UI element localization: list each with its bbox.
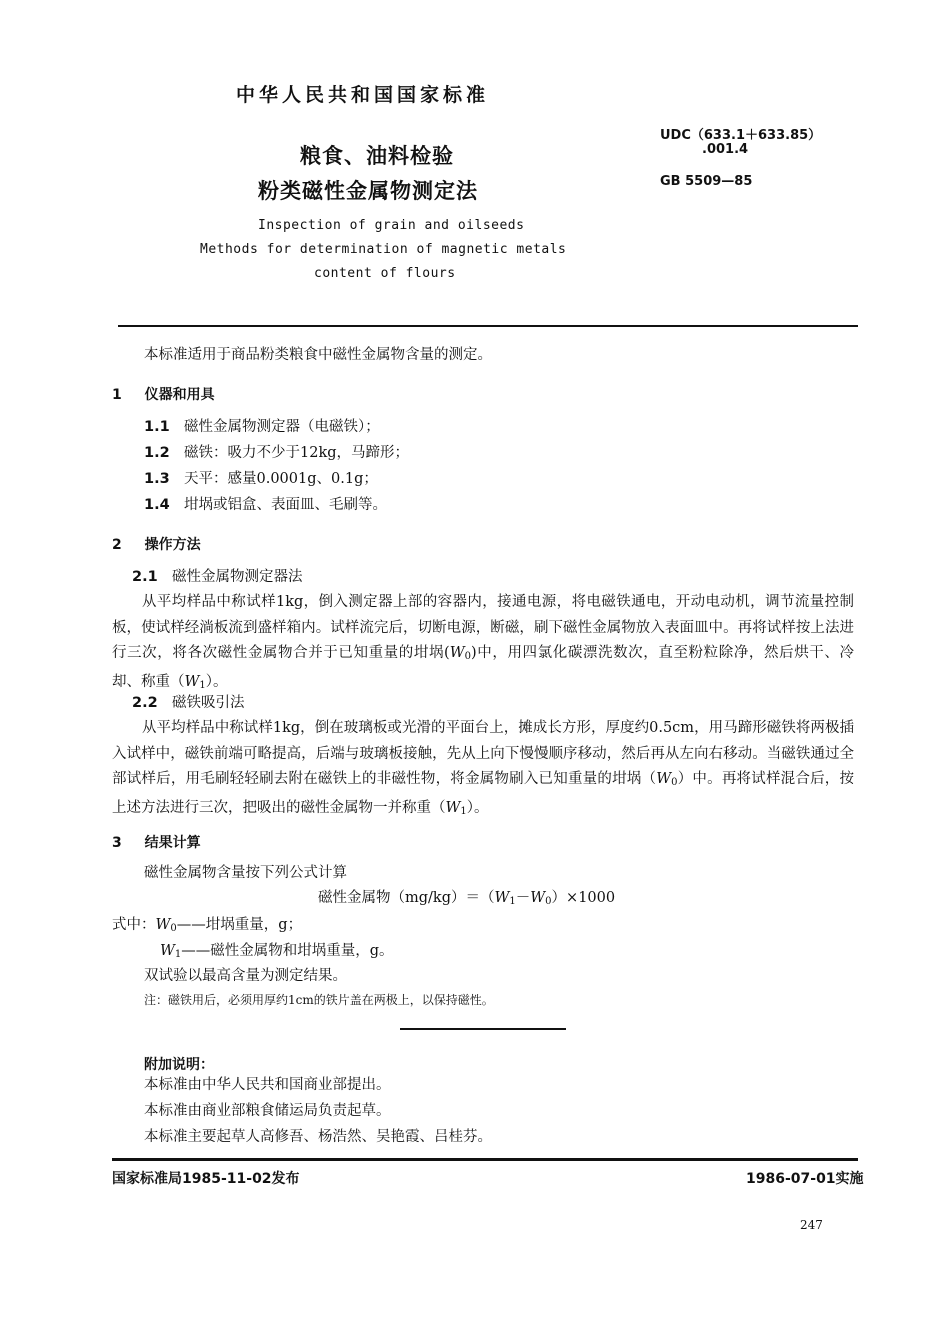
- formula-right: ）×1000: [551, 890, 616, 906]
- section-2-number: 2: [112, 537, 122, 553]
- section-2-heading: [112, 534, 201, 554]
- para-text: ）中。再将试样混合后，按上述方法进行三次，把吸出的磁性金属物一并称重（: [112, 771, 855, 816]
- section-1-heading: [112, 384, 215, 404]
- paragraph-2-2: [112, 716, 854, 824]
- udc-code: UDC（633.1＋633.85）: [660, 128, 822, 143]
- appendix-line: 本标准由中华人民共和国商业部提出。: [144, 1077, 391, 1093]
- section-1-title: 仪器和用具: [144, 387, 215, 403]
- item-text: 天平：感量0.0001g、0.1g；: [184, 471, 378, 487]
- header-rule: [118, 325, 858, 327]
- w1-symbol: W: [160, 943, 175, 959]
- section-divider: [400, 1028, 566, 1030]
- subsection-number: 2.1: [132, 569, 158, 585]
- w1-subscript: 1: [460, 805, 467, 817]
- formula-minus: －: [515, 890, 531, 906]
- gb-number: GB 5509—85: [660, 174, 753, 189]
- w0-symbol: W: [656, 771, 672, 787]
- formula: [318, 885, 615, 915]
- list-item: [144, 414, 380, 440]
- english-title-3: content of flours: [314, 266, 456, 281]
- para-text: 从平均样品中称试样1kg，倒在玻璃板或光滑的平面台上，摊成长方形，厚度约0.5cm，用马蹄形磁铁将两极插入试样中，磁铁前端可略提高，后端与玻璃板接触，先从上向下慢慢顺序移动，然后再从左向右移动。当磁铁通过全部试样后，用毛刷轻轻刷去附在磁铁上的非磁性物，将金属物刷入已知重量的坩埚（: [112, 720, 854, 787]
- english-title-2: Methods for determination of magnetic metals: [200, 242, 567, 257]
- para-text: ）。: [205, 673, 228, 690]
- where-label: 式中：: [112, 917, 156, 933]
- item-number: 1.3: [144, 471, 170, 487]
- result-statement: 双试验以最高含量为测定结果。: [144, 968, 347, 984]
- w0-symbol: W: [155, 917, 171, 933]
- subsection-2-1-heading: [132, 564, 303, 590]
- section-2-title: 操作方法: [144, 537, 201, 553]
- list-item: [144, 492, 387, 518]
- effective-date: 1986-07-01实施: [746, 1171, 864, 1187]
- paragraph-2-1: [112, 590, 854, 698]
- list-item: [144, 440, 409, 466]
- appendix-line: 本标准主要起草人高修吾、杨浩然、吴艳霞、吕桂芬。: [144, 1129, 492, 1145]
- w0-subscript: 0: [170, 923, 177, 934]
- appendix-line: 本标准由商业部粮食储运局负责起草。: [144, 1103, 391, 1119]
- formula-w0: W: [530, 890, 546, 906]
- page-number: 247: [800, 1218, 823, 1232]
- item-number: 1.2: [144, 445, 170, 461]
- section-3-title: 结果计算: [144, 835, 201, 851]
- english-title-1: Inspection of grain and oilseeds: [258, 218, 525, 233]
- item-number: 1.1: [144, 419, 170, 435]
- note: 注：磁铁用后，必须用厚约1cm的铁片盖在两极上，以保持磁性。: [144, 993, 494, 1007]
- item-number: 1.4: [144, 497, 170, 513]
- intro-text: 本标准适用于商品粉类粮食中磁性金属物含量的测定。: [144, 347, 492, 363]
- appendix-title: 附加说明：: [144, 1057, 214, 1073]
- w1-symbol: W: [184, 673, 200, 690]
- w0-description: ——坩埚重量，g；: [176, 917, 303, 933]
- w0-symbol: W: [449, 645, 465, 661]
- para-text: 从平均样品中称试样1kg，倒入测定器上部的容器内，接通电源，将电磁铁通电，开动电动机，调节流量控制板，使试样经淌板流到盛样箱内。试样流完后，切断电源，断磁，刷下磁性金属物放入表面皿中。再将试样按上法进行三次，将各次磁性金属物合并于已知重量的坩埚(: [112, 594, 854, 661]
- para-text: ）。: [466, 799, 489, 816]
- w1-subscript: 1: [199, 679, 206, 691]
- title-line-1: 粮食、油料检验: [300, 144, 454, 168]
- section-1-number: 1: [112, 387, 122, 403]
- formula-w1: W: [494, 890, 510, 906]
- list-item: [144, 466, 378, 492]
- section-3-heading: [112, 832, 201, 852]
- w0-subscript: 0: [464, 651, 471, 662]
- subsection-title: 磁性金属物测定器法: [172, 569, 303, 585]
- w1-symbol: W: [445, 799, 461, 816]
- w0-subscript: 0: [671, 777, 678, 788]
- w1-description: ——磁性金属物和坩埚重量，g。: [181, 943, 394, 959]
- w1-subscript: 1: [174, 949, 182, 960]
- para-text: )中，用四氯化碳漂洗数次，直至粉粒除净，然后烘干、冷却、称重（: [112, 645, 854, 690]
- item-text: 磁铁：吸力不少于12kg，马蹄形；: [184, 445, 410, 461]
- section-3-number: 3: [112, 835, 122, 851]
- formula-w1-subscript: 1: [509, 896, 516, 907]
- item-text: 坩埚或铝盒、表面皿、毛刷等。: [184, 497, 387, 513]
- footer-rule: [112, 1158, 858, 1161]
- issued-date: 国家标准局1985-11-02发布: [112, 1171, 300, 1187]
- item-text: 磁性金属物测定器（电磁铁）；: [184, 419, 380, 435]
- title-line-2: 粉类磁性金属物测定法: [258, 179, 478, 203]
- formula-left: 磁性金属物（mg/kg）＝（: [318, 890, 495, 906]
- subsection-2-2-heading: [132, 690, 245, 716]
- udc-code-cont: .001.4: [702, 142, 749, 157]
- calc-intro: 磁性金属物含量按下列公式计算: [144, 865, 347, 881]
- subsection-title: 磁铁吸引法: [172, 695, 245, 711]
- formula-w0-subscript: 0: [545, 896, 552, 907]
- org-heading: 中华人民共和国国家标准: [236, 84, 490, 106]
- subsection-number: 2.2: [132, 695, 158, 711]
